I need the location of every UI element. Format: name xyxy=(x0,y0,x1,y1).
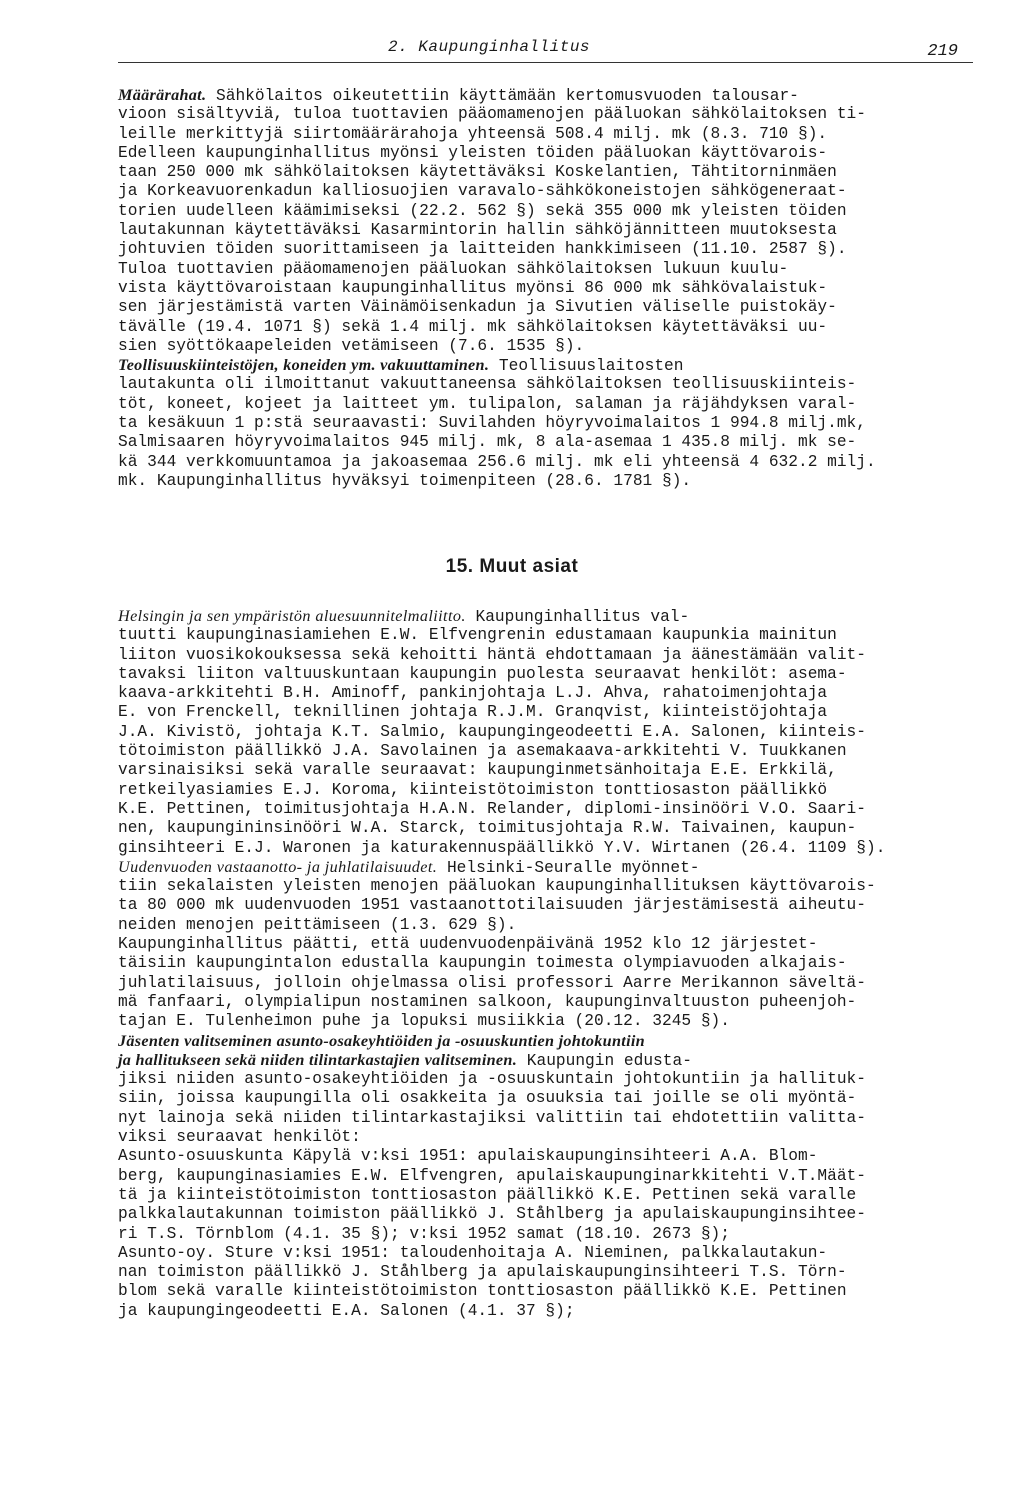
subheading-run: Uudenvuoden vastaanotto- ja juhlatilaisuudet. xyxy=(118,857,438,876)
text-line xyxy=(118,1263,885,1282)
text-line xyxy=(118,298,876,317)
text-line xyxy=(118,260,876,279)
text-line xyxy=(118,1205,885,1224)
text-run: kä 344 verkkomuuntamoa ja jakoasemaa 256.6 milj. mk eli yhteensä 4 632.2 milj. xyxy=(118,452,876,471)
text-line xyxy=(118,1089,885,1108)
text-run: berg, kaupunginasiamies E.W. Elfvengren, apulaiskaupunginarkkitehti V.T.Määt- xyxy=(118,1166,866,1185)
text-line xyxy=(118,954,885,973)
text-run: J.A. Kivistö, johtaja K.T. Salmio, kaupungingeodeetti E.A. Salonen, kiinteis- xyxy=(118,722,866,741)
text-line xyxy=(118,1032,885,1051)
text-line xyxy=(118,337,876,356)
subheading-run: Teollisuuskiinteistöjen, koneiden ym. vakuuttaminen. xyxy=(118,356,490,375)
text-run: leille merkittyjä siirtomäärärahoja yhteensä 508.4 milj. mk (8.3. 710 §). xyxy=(118,124,828,143)
text-run: ta kesäkuun 1 p:stä seuraavasti: Suvilahden höyryvoimalaitos 1 994.8 milj.mk, xyxy=(118,414,866,433)
text-line xyxy=(118,742,885,761)
text-line xyxy=(118,1186,885,1205)
text-run: jiksi niiden asunto-osakeyhtiöiden ja -osuuskuntain johtokuntiin ja hallituk- xyxy=(118,1070,866,1089)
text-line xyxy=(118,993,885,1012)
text-line xyxy=(118,414,876,433)
text-run: retkeilyasiamies E.J. Koroma, kiinteistötoimiston tonttiosaston päällikkö xyxy=(118,780,828,799)
text-run: torien uudelleen käämimiseksi (22.2. 562 §) sekä 355 000 mk yleisten töiden xyxy=(118,201,847,220)
text-line xyxy=(118,684,885,703)
running-header xyxy=(118,38,978,66)
text-line xyxy=(118,1167,885,1186)
text-run: nyt lainoja sekä niiden tilintarkastajiksi valittiin tai ehdotettiin valitta- xyxy=(118,1108,866,1127)
text-line xyxy=(118,781,885,800)
text-line xyxy=(118,916,885,935)
text-line xyxy=(118,839,885,858)
text-line xyxy=(118,1128,885,1147)
text-run: tajan E. Tulenheimon puhe ja lopuksi musiikkia (20.12. 3245 §). xyxy=(118,1012,730,1031)
text-run: vista käyttövaroistaan kaupunginhallitus myönsi 86 000 mk sähkövalaistuk- xyxy=(118,278,828,297)
page-number: 219 xyxy=(927,42,958,61)
text-line xyxy=(118,761,885,780)
text-run: tuutti kaupunginasiamiehen E.W. Elfvengrenin edustamaan kaupunkia mainitun xyxy=(118,626,837,645)
text-line xyxy=(118,240,876,259)
text-block-other-matters xyxy=(118,607,885,1321)
text-line xyxy=(118,279,876,298)
text-line xyxy=(118,665,885,684)
text-run: liiton vuosikokouksessa sekä kehoitti häntä ehdottamaan ja äänestämään valit- xyxy=(118,645,866,664)
text-line xyxy=(118,472,876,491)
text-line xyxy=(118,453,876,472)
text-line xyxy=(118,202,876,221)
text-run: Salmisaaren höyryvoimalaitos 945 milj. mk, 8 ala-asemaa 1 435.8 milj. mk se- xyxy=(118,433,857,452)
text-line xyxy=(118,86,876,105)
text-run: neiden menojen peittämiseen (1.3. 629 §). xyxy=(118,915,517,934)
text-run: Teollisuuslaitosten xyxy=(489,357,684,376)
text-line xyxy=(118,105,876,124)
text-run: lautakunta oli ilmoittanut vakuuttaneensa sähkölaitoksen teollisuuskiinteis- xyxy=(118,375,857,394)
text-run: tävälle (19.4. 1071 §) sekä 1.4 milj. mk sähkölaitoksen käytettäväksi uu- xyxy=(118,317,828,336)
text-line xyxy=(118,1244,885,1263)
text-run: tötoimiston päällikkö J.A. Savolainen ja asemakaava-arkkitehti V. Tuukkanen xyxy=(118,742,847,761)
text-run: nan toimiston päällikkö J. Ståhlberg ja apulaiskaupunginsihteeri T.S. Törn- xyxy=(118,1263,847,1282)
text-block-electricity xyxy=(118,86,876,491)
text-line xyxy=(118,356,876,375)
text-line xyxy=(118,1051,885,1070)
text-run: ja kaupungingeodeetti E.A. Salonen (4.1. 37 §); xyxy=(118,1301,575,1320)
subheading-run: ja hallitukseen sekä niiden tilintarkastajien valitseminen. xyxy=(118,1050,518,1069)
text-run: ta 80 000 mk uudenvuoden 1951 vastaanottotilaisuuden järjestämisestä aiheutu- xyxy=(118,896,866,915)
text-run: K.E. Pettinen, toimitusjohtaja H.A.N. Relander, diplomi-insinööri V.O. Saari- xyxy=(118,799,866,818)
text-line xyxy=(118,1282,885,1301)
text-run: taan 250 000 mk sähkölaitoksen käytettäväksi Koskelantien, Tähtitorninmäen xyxy=(118,163,837,182)
text-run: lautakunnan käytettäväksi Kasarmintorin hallin sähköjännitteen muutoksesta xyxy=(118,221,837,240)
text-run: Edelleen kaupunginhallitus myönsi yleisten töiden pääluokan käyttövarois- xyxy=(118,143,828,162)
section-heading: 15. Muut asiat xyxy=(445,556,579,577)
text-run: töt, koneet, kojeet ja laitteet ym. tulipalon, salaman ja räjähdyksen varal- xyxy=(118,394,857,413)
text-line xyxy=(118,974,885,993)
text-line xyxy=(118,1109,885,1128)
text-line xyxy=(118,723,885,742)
text-line xyxy=(118,800,885,819)
text-line xyxy=(118,819,885,838)
text-run: sen järjestämistä varten Väinämöisenkadun ja Sivutien väliselle puistokäy- xyxy=(118,298,837,317)
text-line xyxy=(118,1147,885,1166)
text-line xyxy=(118,1225,885,1244)
text-run: varsinaisiksi sekä varalle seuraavat: kaupunginmetsänhoitaja E.E. Erkkilä, xyxy=(118,761,837,780)
text-run: Asunto-osuuskunta Käpylä v:ksi 1951: apulaiskaupunginsihteeri A.A. Blom- xyxy=(118,1147,818,1166)
text-run: juhlatilaisuus, jolloin ohjelmassa olisi professori Aarre Merikannon säveltä- xyxy=(118,973,866,992)
text-run: mk. Kaupunginhallitus hyväksyi toimenpiteen (28.6. 1781 §). xyxy=(118,471,692,490)
text-line xyxy=(118,607,885,626)
text-run: viksi seuraavat henkilöt: xyxy=(118,1128,361,1147)
text-run: sien syöttökaapeleiden vetämiseen (7.6. 1535 §). xyxy=(118,336,585,355)
text-run: vioon sisältyviä, tuloa tuottavien pääomamenojen pääluokan sähkölaitoksen ti- xyxy=(118,105,866,124)
text-line xyxy=(118,163,876,182)
text-run: Helsinki-Seuralle myönnet- xyxy=(437,858,700,877)
text-line xyxy=(118,221,876,240)
subheading-run: Määrärahat. xyxy=(118,86,207,104)
text-line xyxy=(118,182,876,201)
text-run: Kaupungin edusta- xyxy=(517,1051,692,1070)
text-run: Asunto-oy. Sture v:ksi 1951: taloudenhoitaja A. Nieminen, palkkalautakun- xyxy=(118,1243,828,1262)
text-run: Sähkölaitos oikeutettiin käyttämään kertomusvuoden talousar- xyxy=(206,87,799,105)
text-line xyxy=(118,896,885,915)
text-run: ginsihteeri E.J. Waronen ja katurakennuspäällikkö Y.V. Wirtanen (26.4. 1109 §). xyxy=(118,838,886,857)
text-line xyxy=(118,144,876,163)
text-run: ri T.S. Törnblom (4.1. 35 §); v:ksi 1952 samat (18.10. 2673 §); xyxy=(118,1224,730,1243)
subheading-run: Helsingin ja sen ympäristön aluesuunnitelmaliitto. xyxy=(118,607,466,625)
text-run: E. von Frenckell, teknillinen johtaja R.J.M. Granqvist, kiinteistöjohtaja xyxy=(118,703,828,722)
text-run: ja Korkeavuorenkadun kalliosuojien varavalo-sähkökoneistojen sähkögeneraat- xyxy=(118,182,847,201)
text-line xyxy=(118,318,876,337)
text-run: palkkalautakunnan toimiston päällikkö J. Ståhlberg ja apulaiskaupunginsihtee- xyxy=(118,1205,866,1224)
text-line xyxy=(118,395,876,414)
text-line xyxy=(118,858,885,877)
text-run: blom sekä varalle kiinteistötoimiston tonttiosaston päällikkö K.E. Pettinen xyxy=(118,1282,847,1301)
text-line xyxy=(118,375,876,394)
text-run: kaava-arkkitehti B.H. Aminoff, pankinjohtaja L.J. Ahva, rahatoimenjohtaja xyxy=(118,684,828,703)
text-run: Tuloa tuottavien pääomamenojen pääluokan sähkölaitoksen lukuun kuulu- xyxy=(118,259,789,278)
text-run: mä fanfaari, olympialipun nostaminen salkoon, kaupunginvaltuuston puheenjoh- xyxy=(118,992,857,1011)
text-line xyxy=(118,703,885,722)
text-line xyxy=(118,1302,885,1321)
text-line xyxy=(118,433,876,452)
text-run: täisiin kaupungintalon edustalla kaupungin toimesta olympiavuoden alkajais- xyxy=(118,954,847,973)
running-title: 2. Kaupunginhallitus xyxy=(388,38,591,56)
text-line xyxy=(118,935,885,954)
subheading-run: Jäsenten valitseminen asunto-osakeyhtiöiden ja -osuuskuntien johtokuntiin xyxy=(118,1031,645,1050)
text-run: tä ja kiinteistötoimiston tonttiosaston päällikkö K.E. Pettinen sekä varalle xyxy=(118,1185,857,1204)
text-line xyxy=(118,1070,885,1089)
text-run: Kaupunginhallitus val- xyxy=(465,608,690,626)
text-run: Kaupunginhallitus päätti, että uudenvuodenpäivänä 1952 klo 12 järjestet- xyxy=(118,935,818,954)
text-run: johtuvien töiden suorittamiseen ja laitteiden hankkimiseen (11.10. 2587 §). xyxy=(118,240,847,259)
text-run: nen, kaupungininsinööri W.A. Starck, toimitusjohtaja R.W. Taivainen, kaupun- xyxy=(118,819,857,838)
text-run: tiin sekalaisten yleisten menojen pääluokan kaupunginhallituksen käyttövarois- xyxy=(118,877,876,896)
text-line xyxy=(118,646,885,665)
header-rule xyxy=(118,62,973,63)
text-run: siin, joissa kaupungilla oli osakkeita ja osuuksia tai joille se oli myöntä- xyxy=(118,1089,857,1108)
text-line xyxy=(118,125,876,144)
text-line xyxy=(118,877,885,896)
text-line xyxy=(118,626,885,645)
text-run: tavaksi liiton valtuuskuntaan kaupungin puolesta seuraavat henkilöt: asema- xyxy=(118,664,847,683)
text-line xyxy=(118,1012,885,1031)
